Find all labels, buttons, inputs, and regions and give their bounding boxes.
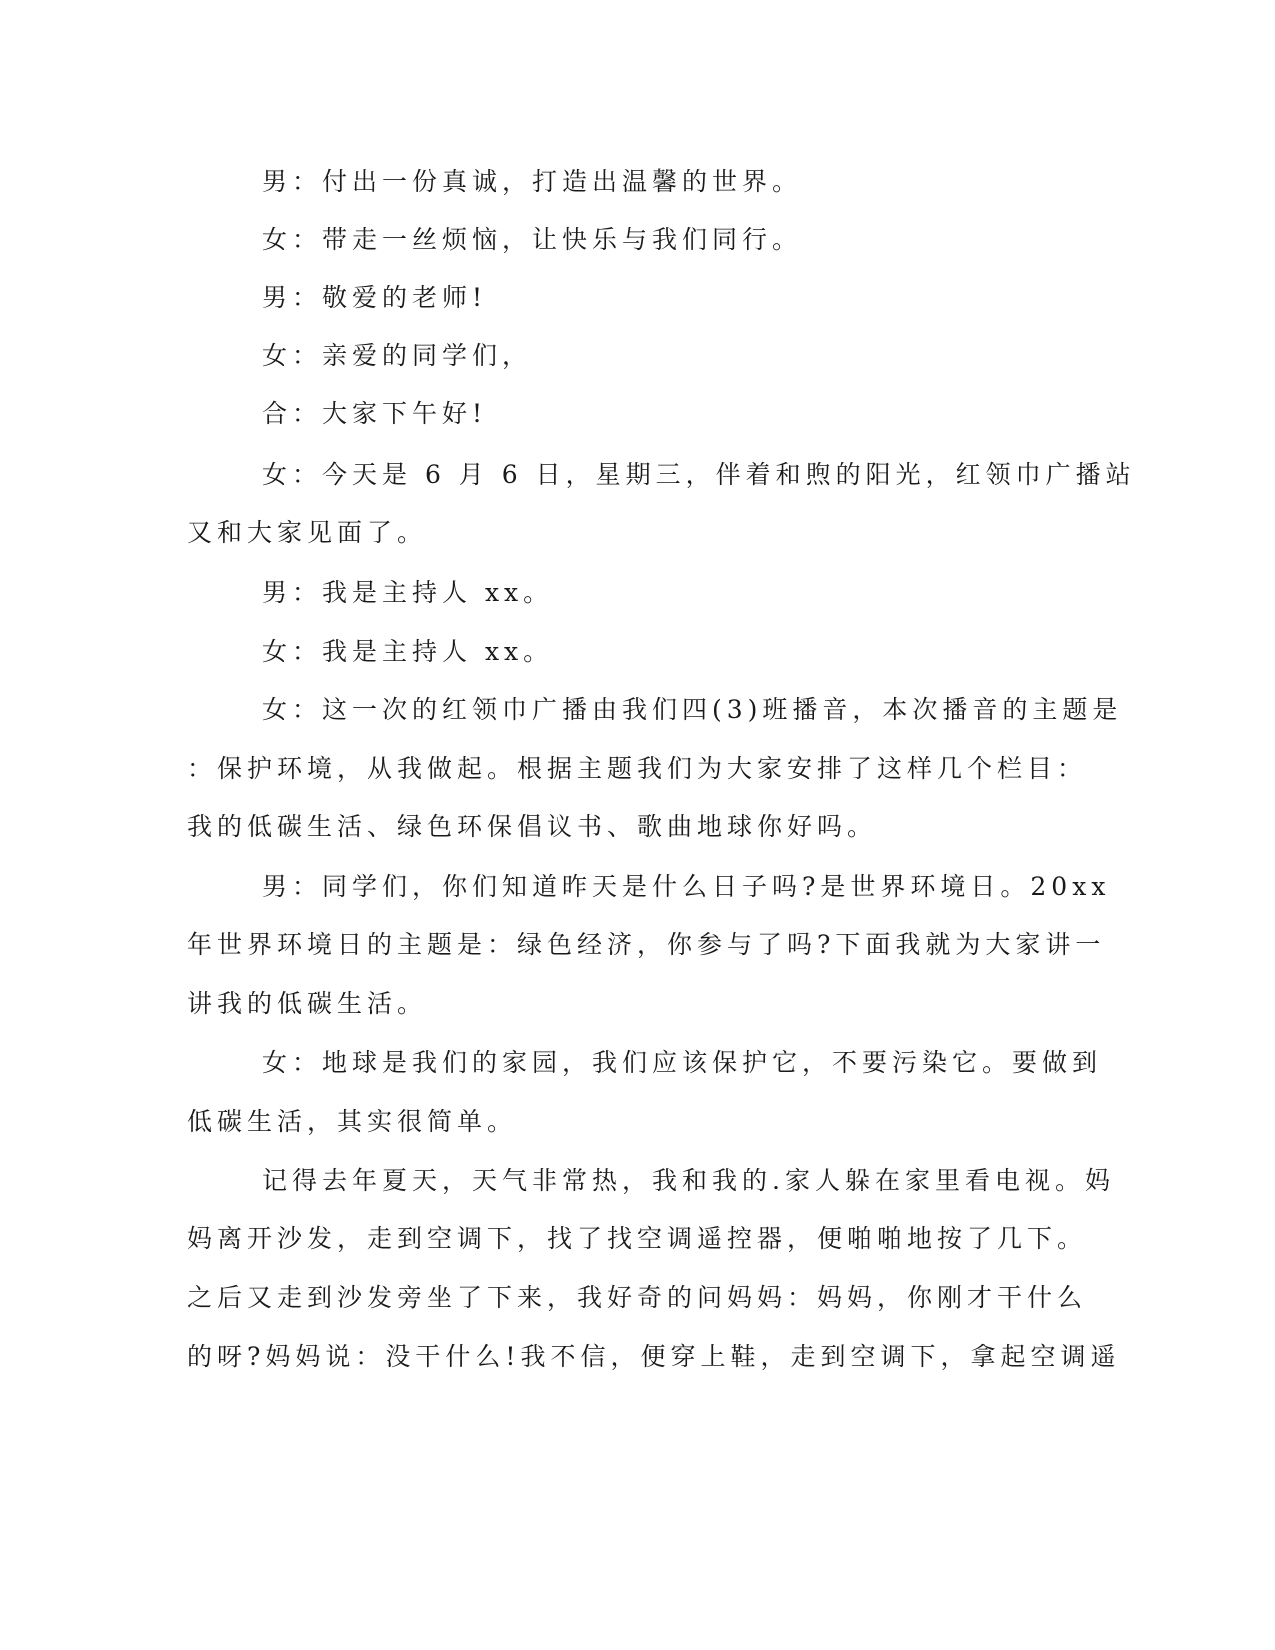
text-line: 的呀?妈妈说：没干什么!我不信，便穿上鞋，走到空调下，拿起空调遥: [187, 1342, 1121, 1371]
text-line: 我的低碳生活、绿色环保倡议书、歌曲地球你好吗。: [187, 812, 878, 841]
text-line: ：保护环境，从我做起。根据主题我们为大家安排了这样几个栏目：: [187, 754, 1088, 783]
text-line: 妈离开沙发，走到空调下，找了找空调遥控器，便啪啪地按了几下。: [187, 1224, 1088, 1253]
text-line: 女：亲爱的同学们，: [262, 341, 533, 370]
text-line: 女：今天是 6 月 6 日，星期三，伴着和煦的阳光，红领巾广播站: [262, 460, 1136, 489]
text-line: 男：我是主持人 xx。: [262, 578, 554, 607]
text-line: 合：大家下午好!: [262, 399, 488, 428]
text-line: 女：带走一丝烦恼，让快乐与我们同行。: [262, 225, 803, 254]
text-line: 女：我是主持人 xx。: [262, 637, 554, 666]
text-line: 又和大家见面了。: [187, 518, 428, 547]
text-line: 低碳生活，其实很简单。: [187, 1107, 518, 1136]
text-line: 之后又走到沙发旁坐了下来，我好奇的问妈妈：妈妈，你刚才干什么: [187, 1283, 1088, 1312]
text-line: 女：这一次的红领巾广播由我们四(3)班播音，本次播音的主题是: [262, 695, 1123, 724]
text-line: 男：付出一份真诚，打造出温馨的世界。: [262, 167, 803, 196]
text-line: 讲我的低碳生活。: [187, 989, 428, 1018]
text-line: 女：地球是我们的家园，我们应该保护它，不要污染它。要做到: [262, 1048, 1103, 1077]
text-line: 记得去年夏天，天气非常热，我和我的.家人躲在家里看电视。妈: [262, 1166, 1115, 1195]
text-line: 男：同学们，你们知道昨天是什么日子吗?是世界环境日。20xx: [262, 872, 1111, 901]
text-line: 男：敬爱的老师!: [262, 283, 488, 312]
text-line: 年世界环境日的主题是：绿色经济，你参与了吗?下面我就为大家讲一: [187, 930, 1106, 959]
